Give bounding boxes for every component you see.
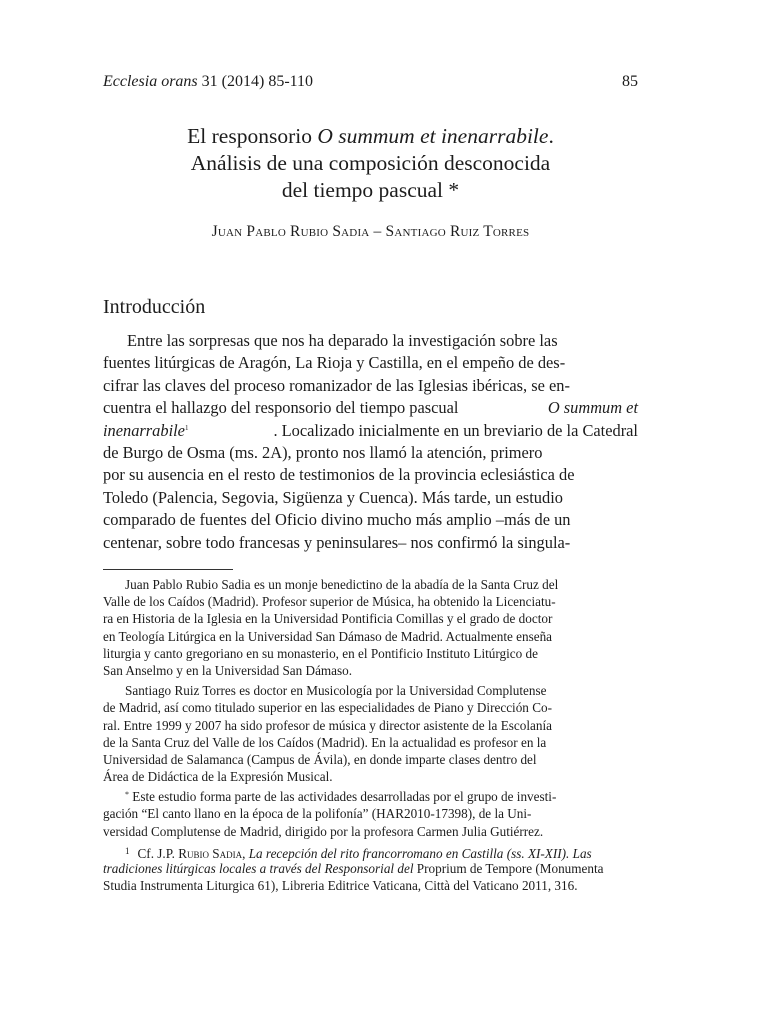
footnote-line: tradiciones litúrgicas locales a través del Responsorial del Proprium de Tempore (Monumenta [103,861,604,876]
cited-title: tradiciones litúrgicas locales a través del Responsorial del [103,861,414,876]
body-paragraph [103,330,638,554]
cited-title: La recepción del rito francorromano en Castilla (ss. XI-XII). Las [248,845,592,861]
body-line: inenarrabile$^1$ . Localizado inicialmente en un breviario de la Catedral [103,420,638,440]
footnote-line: ral. Entre 1999 y 2007 ha sido profesor de música y director asistente de la Escolanía [103,717,552,733]
footnote-line: Santiago Ruiz Torres es doctor en Musicología por la Universidad Complutense [125,683,547,699]
title-italic: O summum et inenarrabile [317,124,549,148]
footnote-line: Universidad de Salamanca (Campus de Ávila), en donde imparte clases dentro del [103,751,537,767]
footnote-line: versidad Complutense de Madrid, dirigido por la profesora Carmen Julia Gutiérrez. [103,823,544,839]
body-line: por su ausencia en el resto de testimonios de la provincia eclesiástica de [103,465,575,485]
body-line: comparado de fuentes del Oficio divino mucho más amplio –más de un [103,510,571,530]
footnote-line: liturgia y canto gregoriano en su monasterio, en el Pontificio Instituto Litúrgico de [103,645,538,661]
footnote-line: de Madrid, así como titulado superior en las especialidades de Piano y Dirección Co- [103,700,552,716]
footnote-line: en Teología Litúrgica en la Universidad San Dámaso de Madrid. Actualmente enseña [103,628,553,644]
running-head [103,72,638,92]
footnote-line: de la Santa Cruz del Valle de los Caídos (Madrid). En la actualidad es profesor en la [103,734,547,750]
footnote-rule [103,569,233,570]
journal-citation: 31 (2014) 85-110 [197,73,314,90]
journal-name: Ecclesia orans [103,73,198,90]
title-line-1: El responsorio O summum et inenarrabile. [187,124,554,148]
body-line: fuentes litúrgicas de Aragón, La Rioja y Castilla, en el empeño de des- [103,353,566,373]
footnote-line: $^1$ Cf. J.P. Rubio Sadia, La recepción del rito francorromano en Castilla (ss. XI-XII). Las [125,845,592,861]
body-line: de Burgo de Osma (ms. 2A), pronto nos llamó la atención, primero [103,442,543,462]
footnote-line: San Anselmo y en la Universidad San Dámaso. [103,662,353,678]
footnote-line: Valle de los Caídos (Madrid). Profesor superior de Música, ha obtenido la Licenciatu- [103,594,556,610]
footnotes [103,576,638,894]
article-title [103,123,638,204]
footnote-line: Área de Didáctica de la Expresión Musical. [103,769,333,785]
footnote-line: ra en Historia de la Iglesia en la Universidad Pontificia Comillas y el grado de doctor [103,611,553,627]
page-number: 85 [622,73,638,90]
footnote-ref: 1 [184,423,189,432]
footnote-line: Juan Pablo Rubio Sadia es un monje benedictino de la abadía de la Santa Cruz del [125,577,559,592]
section-heading: Introducción [103,296,206,318]
body-line: Entre las sorpresas que nos ha deparado la investigación sobre las [127,331,558,350]
body-line: cuentra el hallazgo del responsorio del tiempo pascual O summum et [103,397,638,419]
body-line: Toledo (Palencia, Segovia, Sigüenza y Cuenca). Más tarde, un estudio [103,487,563,507]
italic-term: O summum et [547,398,638,418]
footnote-asterisk: * [125,790,129,800]
title-line-2: Análisis de una composición desconocida [190,151,551,175]
footnote-line: Studia Instrumenta Liturgica 61), Libreria Editrice Vaticana, Città del Vaticano 2011, 316. [103,878,578,894]
footnote-line: * Este estudio forma parte de las actividades desarrolladas por el grupo de investi- [125,789,557,805]
body-line: centenar, sobre todo francesas y peninsulares– nos confirmó la singula- [103,532,571,552]
cited-author: Rubio Sadia [178,845,243,861]
footnote-line: gación “El canto llano en la época de la polifonía” (HAR2010-17398), de la Uni- [103,806,532,822]
italic-term: inenarrabile [103,420,185,440]
article-authors: Juan Pablo Rubio Sadia – Santiago Ruiz Torres [211,223,530,240]
body-line: cifrar las claves del proceso romanizador de las Iglesias ibéricas, se en- [103,375,570,395]
footnote-number: 1 [125,845,130,856]
title-line-3: del tiempo pascual * [281,178,460,202]
